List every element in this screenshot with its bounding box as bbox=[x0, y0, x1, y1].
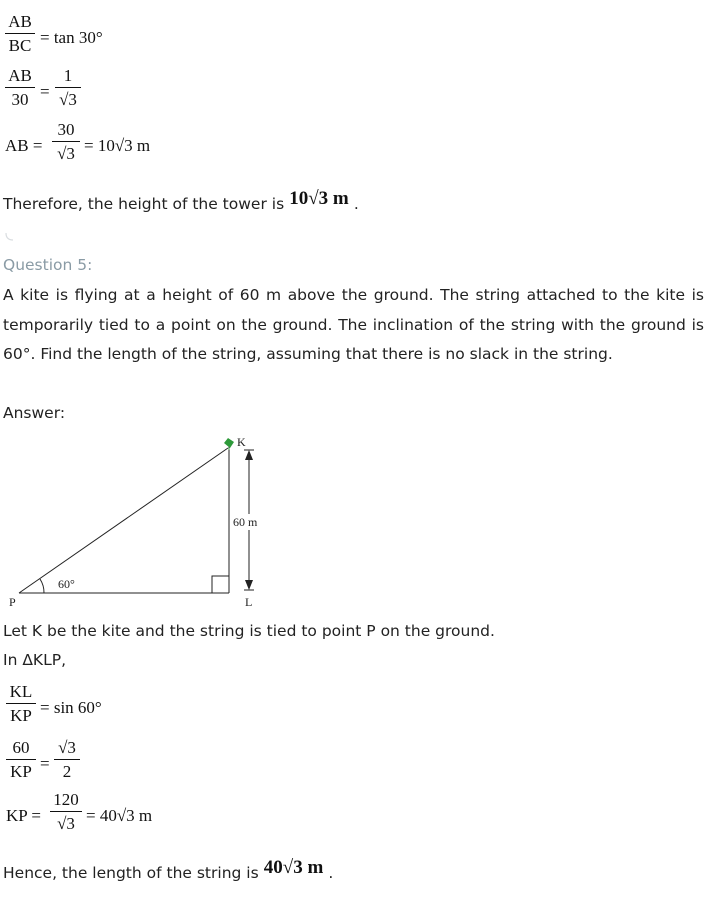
fraction-bar bbox=[5, 33, 35, 34]
arrow-down-icon bbox=[245, 580, 253, 590]
height-label: 60 m bbox=[233, 515, 258, 529]
conclusion-tower-height bbox=[3, 188, 359, 215]
equation-rhs: = sin 60° bbox=[40, 698, 102, 717]
question-label: Question 5: bbox=[3, 256, 93, 274]
conclusion-value: 40√3 m bbox=[263, 857, 324, 878]
denominator: √3 bbox=[59, 90, 77, 109]
kite-icon bbox=[224, 438, 234, 450]
fraction-bar bbox=[50, 811, 82, 812]
conclusion-string-length bbox=[3, 857, 334, 884]
solution-line-1: Let K be the kite and the string is tied to point P on the ground. bbox=[3, 622, 495, 640]
triangle-diagram bbox=[0, 430, 300, 615]
equals-sign: = bbox=[40, 754, 50, 773]
denominator: √3 bbox=[57, 144, 75, 163]
denominator: KP bbox=[10, 706, 32, 725]
fraction-bar bbox=[5, 87, 35, 88]
equation-rhs: = 10√3 m bbox=[84, 136, 151, 155]
fraction-1-over-sqrt3 bbox=[55, 66, 81, 110]
fraction-30-over-sqrt3 bbox=[52, 120, 80, 164]
fraction-bar bbox=[54, 759, 80, 760]
label-k: K bbox=[237, 435, 246, 449]
fraction-bar bbox=[6, 759, 36, 760]
numerator: AB bbox=[8, 66, 32, 85]
fraction-ab-over-30 bbox=[5, 66, 35, 110]
equals-sign: = bbox=[40, 82, 50, 101]
conclusion-text: Hence, the length of the string is bbox=[3, 864, 259, 882]
numerator: KL bbox=[9, 682, 33, 701]
numerator: 60 bbox=[12, 738, 30, 757]
denominator: √3 bbox=[57, 814, 75, 833]
equation-lhs: KP = bbox=[6, 806, 41, 825]
conclusion-text: Therefore, the height of the tower is bbox=[3, 195, 285, 213]
arrow-up-icon bbox=[245, 450, 253, 460]
answer-label: Answer: bbox=[3, 404, 66, 422]
numerator: 120 bbox=[53, 790, 79, 809]
string-line bbox=[19, 448, 228, 593]
fraction-sqrt3-over-2 bbox=[54, 738, 80, 782]
conclusion-value: 10√3 m bbox=[289, 188, 349, 209]
denominator: 2 bbox=[62, 762, 72, 781]
fraction-kl-over-kp bbox=[6, 682, 36, 726]
numerator: 1 bbox=[63, 66, 73, 85]
fraction-bar bbox=[6, 703, 36, 704]
fraction-bar bbox=[52, 141, 80, 142]
equation-lhs: AB = bbox=[5, 136, 43, 155]
label-p: P bbox=[9, 595, 16, 609]
faint-mark-icon bbox=[4, 231, 16, 243]
numerator: AB bbox=[8, 12, 32, 31]
angle-arc bbox=[40, 579, 44, 593]
conclusion-period: . bbox=[328, 864, 334, 882]
equation-rhs: = 40√3 m bbox=[86, 806, 153, 825]
right-angle-marker bbox=[212, 576, 229, 593]
fraction-60-over-kp bbox=[6, 738, 36, 782]
denominator: KP bbox=[10, 762, 32, 781]
solution-line-2: In ΔKLP, bbox=[3, 651, 66, 669]
numerator: 30 bbox=[57, 120, 75, 139]
fraction-bar bbox=[55, 87, 81, 88]
equation-rhs: = tan 30° bbox=[40, 28, 103, 47]
conclusion-period: . bbox=[353, 195, 359, 213]
fraction-120-over-sqrt3 bbox=[50, 790, 82, 834]
label-l: L bbox=[245, 595, 253, 609]
denominator: 30 bbox=[11, 90, 29, 109]
fraction-ab-over-bc bbox=[5, 12, 35, 56]
question-text: A kite is flying at a height of 60 m above the ground. The string attached to the kite is temporarily tied to a point on the ground. The inclination of the string with the ground is 60°. Find the length of the string, assuming that there is no slack in the string. bbox=[3, 286, 704, 363]
denominator: BC bbox=[8, 36, 32, 55]
angle-label: 60° bbox=[58, 577, 75, 591]
numerator: √3 bbox=[58, 738, 76, 757]
